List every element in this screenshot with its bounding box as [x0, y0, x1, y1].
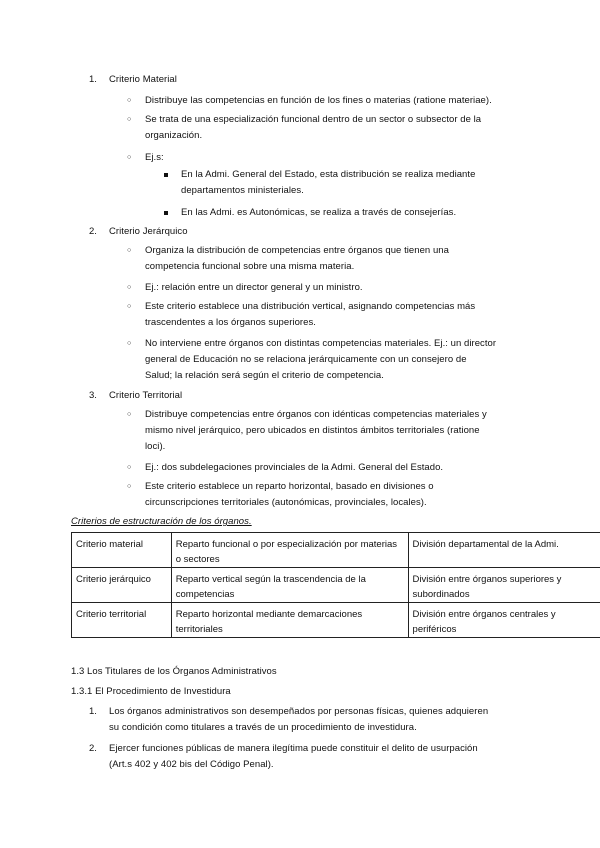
bullet-text: mismo nivel jerárquico, pero ubicados en distintos ámbitos territoriales (ratione	[145, 425, 480, 436]
sub-bullet-text: En la Admi. General del Estado, esta distribución se realiza mediante	[181, 169, 476, 180]
bullet-circle-icon: ○	[127, 284, 132, 291]
bullet-circle-icon: ○	[127, 154, 132, 161]
table-cell: División entre órganos centrales y periféricos	[408, 603, 600, 638]
subsection-heading: 1.3.1 El Procedimiento de Investidura	[71, 686, 231, 697]
table-row	[72, 568, 600, 603]
bullet-circle-icon: ○	[127, 116, 132, 123]
table-heading: Criterios de estructuración de los órganos.	[71, 516, 252, 527]
bullet-text: trascendentes a los órganos superiores.	[145, 317, 316, 328]
bullet-text: Distribuye las competencias en función de los fines o materias (ratione materiae).	[145, 95, 492, 106]
sub-bullet-text: En las Admi. es Autonómicas, se realiza a través de consejerías.	[181, 207, 457, 218]
bullet-text: Ej.: relación entre un director general y un ministro.	[145, 282, 363, 293]
table-cell: Reparto funcional o por especialización por materias o sectores	[171, 533, 408, 568]
bullet-text: Salud; la relación será según el criterio de competencia.	[145, 370, 384, 381]
bullet-circle-icon: ○	[127, 303, 132, 310]
list-number: 1.	[89, 706, 97, 717]
list-item-text: Ejercer funciones públicas de manera ilegítima puede constituir el delito de usurpación	[109, 743, 478, 754]
bullet-text: Este criterio establece un reparto horizontal, basado en divisiones o	[145, 481, 434, 492]
sub-bullet-text: departamentos ministeriales.	[181, 185, 304, 196]
section-heading: 1.3 Los Titulares de los Órganos Administrativos	[71, 666, 277, 677]
table-cell: Reparto vertical según la trascendencia de la competencias	[171, 568, 408, 603]
bullet-circle-icon: ○	[127, 464, 132, 471]
table-cell: Reparto horizontal mediante demarcaciones territoriales	[171, 603, 408, 638]
bullet-text: Se trata de una especialización funcional dentro de un sector o subsector de la	[145, 114, 482, 125]
bullet-text: competencia funcional sobre una misma materia.	[145, 261, 355, 272]
bullet-text: Este criterio establece una distribución vertical, asignando competencias más	[145, 301, 476, 312]
list-number: 1.	[89, 74, 97, 85]
bullet-text: circunscripciones territoriales (autonómicas, provinciales, locales).	[145, 497, 427, 508]
bullet-text: Ej.s:	[145, 152, 164, 163]
table-row	[72, 533, 600, 568]
bullet-square-icon	[164, 211, 168, 215]
list-item-text: su condición como titulares a través de un procedimiento de investidura.	[109, 722, 417, 733]
bullet-text: Organiza la distribución de competencias entre órganos que tienen una	[145, 245, 449, 256]
list-item-title: Criterio Material	[109, 74, 177, 85]
table-cell: Criterio territorial	[72, 603, 172, 638]
list-item-title: Criterio Jerárquico	[109, 226, 188, 237]
bullet-text: No interviene entre órganos con distintas competencias materiales. Ej.: un director	[145, 338, 497, 349]
table-cell: División entre órganos superiores y subordinados	[408, 568, 600, 603]
list-item-text: Los órganos administrativos son desempeñados por personas físicas, quienes adquieren	[109, 706, 489, 717]
bullet-circle-icon: ○	[127, 340, 132, 347]
table-row	[72, 603, 600, 638]
list-item-title: Criterio Territorial	[109, 390, 183, 401]
bullet-circle-icon: ○	[127, 483, 132, 490]
table-cell: División departamental de la Admi.	[408, 533, 600, 568]
criteria-table	[71, 532, 600, 638]
bullet-circle-icon: ○	[127, 411, 132, 418]
bullet-circle-icon: ○	[127, 97, 132, 104]
table-cell: Criterio jerárquico	[72, 568, 172, 603]
table-cell: Criterio material	[72, 533, 172, 568]
bullet-text: general de Educación no se relaciona jerárquicamente con un consejero de	[145, 354, 467, 365]
bullet-text: loci).	[145, 441, 166, 452]
list-number: 2.	[89, 743, 97, 754]
bullet-circle-icon: ○	[127, 247, 132, 254]
list-number: 2.	[89, 226, 97, 237]
bullet-text: organización.	[145, 130, 203, 141]
bullet-square-icon	[164, 173, 168, 177]
bullet-text: Ej.: dos subdelegaciones provinciales de la Admi. General del Estado.	[145, 462, 444, 473]
list-number: 3.	[89, 390, 97, 401]
bullet-text: Distribuye competencias entre órganos con idénticas competencias materiales y	[145, 409, 487, 420]
list-item-text: (Art.s 402 y 402 bis del Código Penal).	[109, 759, 274, 770]
